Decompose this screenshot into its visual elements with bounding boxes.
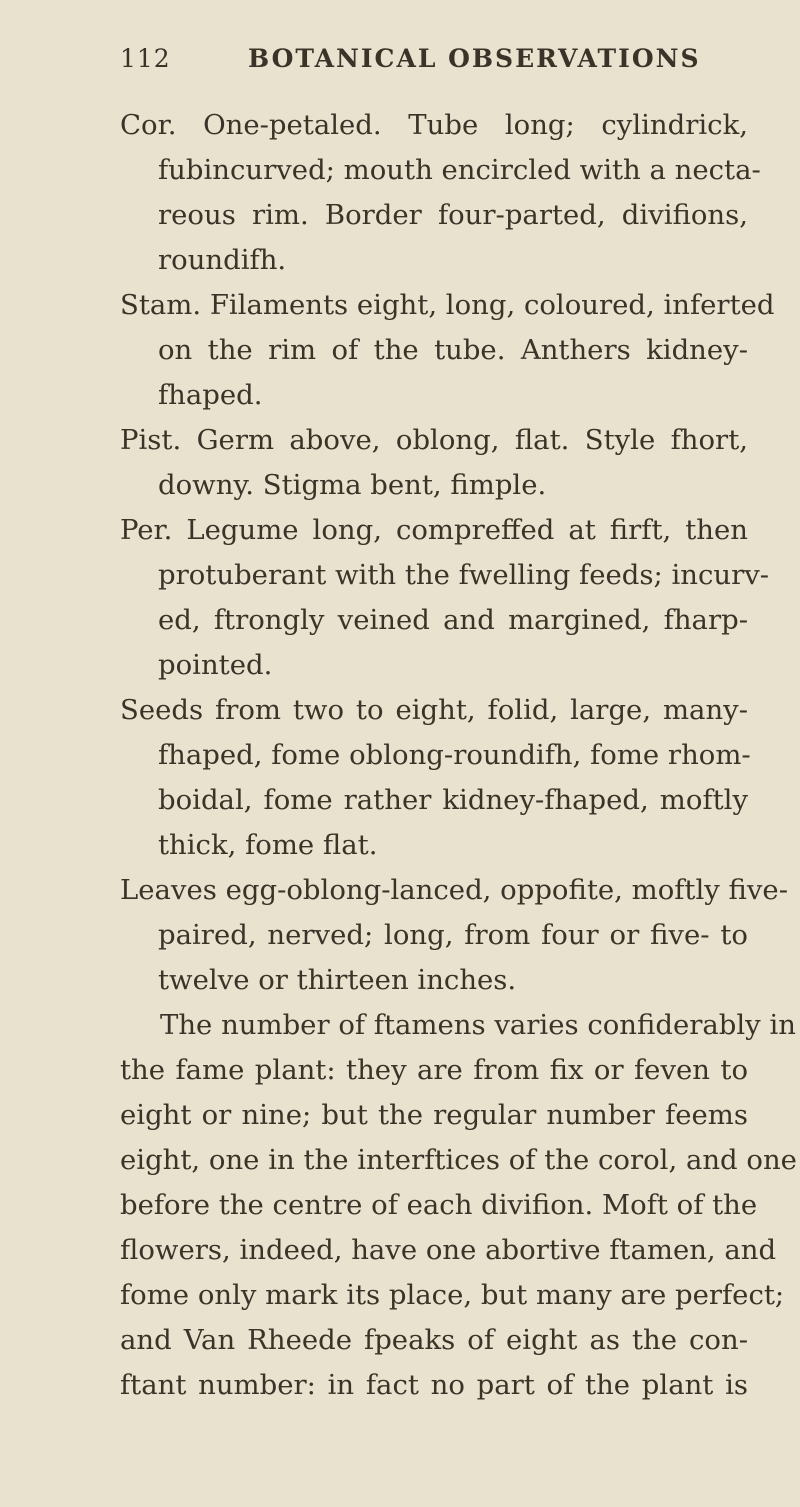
entry-corolla <box>120 103 761 283</box>
page-header <box>120 44 740 84</box>
text-line: downy. Stigma bent, fimple. <box>158 469 547 501</box>
entry-stamens <box>120 283 775 418</box>
text-line: the fame plant: they are from fix or feven to <box>120 1054 748 1086</box>
text-line: Stam. Filaments eight, long, coloured, inferted <box>120 289 775 321</box>
text-line: fhaped. <box>158 379 263 411</box>
text-line: Seeds from two to eight, folid, large, many- <box>120 694 748 726</box>
page-body <box>120 103 797 1408</box>
text-line: protuberant with the fwelling feeds; incurv- <box>158 559 770 591</box>
entry-seeds <box>120 688 751 868</box>
body-paragraph <box>120 1003 797 1408</box>
text-line: eight or nine; but the regular number feems <box>120 1099 748 1131</box>
text-line: and Van Rheede fpeaks of eight as the con- <box>120 1324 748 1356</box>
text-line: ftant number: in fact no part of the plant is <box>120 1369 748 1401</box>
text-line: roundifh. <box>158 244 287 276</box>
text-line: Per. Legume long, compreffed at firft, then <box>120 514 748 546</box>
entry-pistil <box>120 418 748 508</box>
running-head: BOTANICAL OBSERVATIONS <box>248 44 701 73</box>
text-line: paired, nerved; long, from four or five- to <box>158 919 748 951</box>
text-line: fome only mark its place, but many are perfect; <box>120 1279 785 1311</box>
entry-leaves <box>120 868 789 1003</box>
text-line: Cor. One-petaled. Tube long; cylindrick, <box>120 109 748 141</box>
text-line: twelve or thirteen inches. <box>158 964 517 996</box>
text-line: thick, fome flat. <box>158 829 378 861</box>
text-line: eight, one in the interftices of the corol, and one <box>120 1144 797 1176</box>
text-line: ed, ftrongly veined and margined, fharp- <box>158 604 748 636</box>
page-number: 112 <box>120 44 171 73</box>
text-line: fubincurved; mouth encircled with a necta- <box>158 154 761 186</box>
text-line: on the rim of the tube. Anthers kidney- <box>158 334 748 366</box>
text-line: The number of ftamens varies confiderably in <box>160 1009 796 1041</box>
text-line: flowers, indeed, have one abortive ftamen, and <box>120 1234 777 1266</box>
text-line: fhaped, fome oblong-roundifh, fome rhom- <box>158 739 751 771</box>
text-line: Pist. Germ above, oblong, flat. Style fhort, <box>120 424 748 456</box>
text-line: Leaves egg-oblong-lanced, oppofite, moftly five- <box>120 874 789 906</box>
text-line: pointed. <box>158 649 273 681</box>
entry-pericarp <box>120 508 770 688</box>
text-line: before the centre of each divifion. Moft of the <box>120 1189 758 1221</box>
text-line: boidal, fome rather kidney-fhaped, moftly <box>158 784 748 816</box>
text-line: reous rim. Border four-parted, divifions, <box>158 199 748 231</box>
